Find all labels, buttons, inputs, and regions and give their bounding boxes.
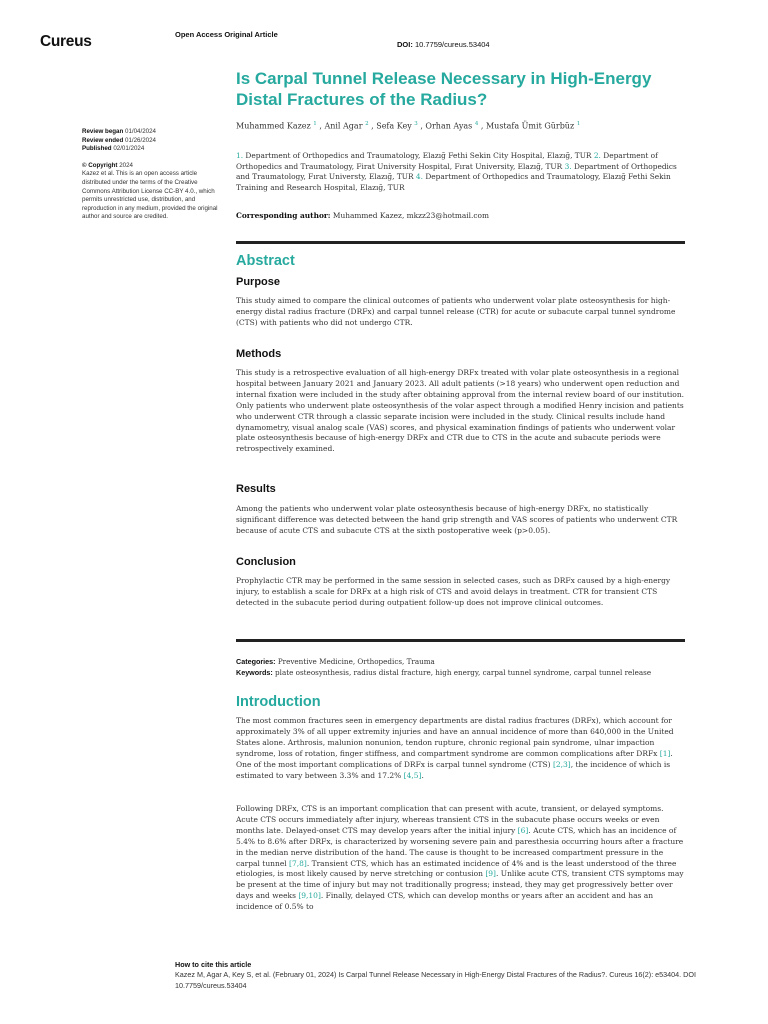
cite-heading: How to cite this article [175,960,252,969]
doi-label: DOI: [397,40,413,49]
purpose-heading: Purpose [236,276,281,288]
abstract-heading: Abstract [236,253,295,269]
author[interactable]: Orhan Ayas [425,121,473,131]
article-type: Open Access Original Article [175,30,278,39]
doi-value[interactable]: 10.7759/cureus.53404 [414,40,490,49]
introduction-paragraph: The most common fractures seen in emergency departments are distal radius fractures (DRFx), which account for approximately 3% of all upper extremity injuries and have an annual incidence of more than 640,000 in the United States alone. Arthrosis, malunion nonunion, tendon rupture, chronic regional pain syndrome, ulnar impaction syndrome, loss of rotation, finger stiffness, and compartment syndrome are common complications after DRFx [1]. One of the most important complications of DRFx is carpal tunnel syndrome (CTS) [2,3], the incidence of which is estimated to vary between 3.3% and 17.2% [4,5]. [236,716,674,780]
affiliation: Department of Orthopedics and Traumatology, Elazığ Fethi Sekin City Hospital, Elazığ, TUR [245,151,592,160]
author-affiliation-ref[interactable]: 4 [474,121,479,127]
author-affiliation-ref[interactable]: 1 [576,121,581,127]
journal-logo: Cureus [40,33,92,50]
author-affiliation-ref[interactable]: 1 [313,121,317,127]
license-text: Kazez et al. This is an open access article distributed under the terms of the Creative Commons Attribution License CC-BY 4.0., which permits unrestricted use, distribution, and reproduction in any medium, provided the original author and source are credited. [82,170,218,221]
conclusion-heading: Conclusion [236,556,296,568]
introduction-heading: Introduction [236,694,321,710]
methods-text: This study is a retrospective evaluation of all high-energy DRFx treated with volar plate osteosynthesis in a regional hospital between January 2021 and January 2023. All adult patients (>18 years) who underwent open reduction and internal fixation were included in the study after obtaining approval from the internal review board of our institution. Only patients who underwent plate osteosynthesis of the volar aspect through a modified Henry incision and patients who underwent CTR through a classic separate incision were included in the study. Clinical results include hand dynamometry, visual analog scale (VAS) scores, and physical examination findings of patients who underwent volar plate osteosynthesis because of high-energy DRFx and CTR due to CTS in the acute and subacute periods were retrospectively examined. [236,368,685,454]
article-title: Is Carpal Tunnel Release Necessary in High-Energy Distal Fractures of the Radius? [236,69,652,109]
results-heading: Results [236,483,276,495]
author-list: Muhammed Kazez $^1$ , Anil Agar $^2$ , Sefa Key $^3$ , Orhan Ayas $^4$ , Mustafa Ümit Gürbüz $^1$ [236,121,581,131]
copyright: © Copyright 2024 [82,161,133,169]
author[interactable]: Anil Agar [324,121,363,131]
citation-text: Kazez M, Agar A, Key S, et al. (February 01, 2024) Is Carpal Tunnel Release Necessary in High-Energy Distal Fractures of the Radius?. Cureus 16(2): e53404. DOI 10.7759/cureus.53404 [175,970,696,990]
doi [397,40,490,49]
author[interactable]: Sefa Key [376,121,412,131]
affiliation: Department of Orthopedics and Traumatology, Elazığ Fethi Sekin Training and Research Hospital, Elazığ, TUR [236,172,671,192]
author-affiliation-ref[interactable]: 2 [365,121,369,127]
purpose-text: This study aimed to compare the clinical outcomes of patients who underwent volar plate osteosynthesis for high-energy distal radius fracture (DRFx) and carpal tunnel release (CTR) for acute or subacute carpal tunnel syndrome (CTS) with patients who did not undergo CTR. [236,296,676,327]
citation-link[interactable]: [2,3] [552,759,571,769]
citation-link[interactable]: [9,10] [298,891,321,901]
affiliation-number: 3. [564,161,572,171]
author[interactable]: Muhammed Kazez [236,121,311,131]
author-affiliation-ref[interactable]: 3 [414,121,418,127]
published-date: Published 02/01/2024 [82,145,145,153]
citation-link[interactable]: [4,5] [403,770,422,780]
affiliation-number: 1. [236,151,244,160]
affiliations [236,151,686,193]
citation-link[interactable]: [6] [517,825,529,835]
conclusion-text: Prophylactic CTR may be performed in the same session in selected cases, such as DRFx caused by a high-energy injury, to establish a scale for DRFx at a high risk of CTS and avoid delays in treatment. CTR for transient CTS detected in the subacute period during outpatient follow-up does not improve clinical outcomes. [236,576,671,607]
article-meta [236,657,686,678]
divider [236,639,685,642]
affiliation: Department of Orthopedics and Traumatology, Firat University Hospital, Fırat University, Elazığ, TUR [236,151,658,171]
divider [236,241,685,244]
categories: Categories: Preventive Medicine, Orthopedics, Trauma [236,657,435,666]
results-text: Among the patients who underwent volar plate osteosynthesis because of high-energy DRFx, no statistically significant difference was detected between the hand grip strength and VAS scores of patients who underwent CTR because of acute CTS and subacute CTS at the sixth postoperative week (p>0.05). [236,504,678,535]
affiliation: Department of Orthopedics and Traumatology, Fırat Universty, Elazığ, TUR [236,161,677,182]
review-began: Review began 01/04/2024 [82,128,156,135]
citation-link[interactable]: [1] [659,748,671,758]
author[interactable]: Mustafa Ümit Gürbüz [485,121,575,131]
sidebar-info [82,128,222,222]
citation-link[interactable]: [7,8] [289,858,307,868]
keywords: Keywords: plate osteosynthesis, radius distal fracture, high energy, carpal tunnel syndrome, carpal tunnel release [236,667,652,677]
introduction-paragraph: Following DRFx, CTS is an important complication that can present with acute, transient, or delayed symptoms. Acute CTS occurs immediately after injury, whereas transient CTS in the subacute phase occurs weeks or even months late. Delayed-onset CTS may develop years after the initial injury [6]. Acute CTS, which has an incidence of 5.4% to 8.6% after DRFx, is characterized by worsening severe pain and paresthesia occurring hours after a fracture in the median nerve distribution of the hand. The cause is thought to be increased compartment pressure in the carpal tunnel [7,8]. Transient CTS, which has an estimated incidence of 4% and is the least understood of the three etiologies, is most likely caused by nerve stretching or contusion [9]. Unlike acute CTS, transient CTS symptoms may be present at the time of injury but may not traditionally progress; instead, they may get progressively better over days and weeks [9,10]. Finally, delayed CTS, which can develop months or years after an accident and has an incidence of 0.5% to [236,804,684,912]
methods-heading: Methods [236,348,282,360]
citation-link[interactable]: [9] [485,869,496,879]
how-to-cite [175,960,735,991]
corresponding-author: Corresponding author: Muhammed Kazez, mkzz23@hotmail.com [236,211,489,220]
affiliation-number: 4. [415,172,423,182]
affiliation-number: 2. [593,151,601,160]
review-ended: Review ended 01/26/2024 [82,136,156,144]
